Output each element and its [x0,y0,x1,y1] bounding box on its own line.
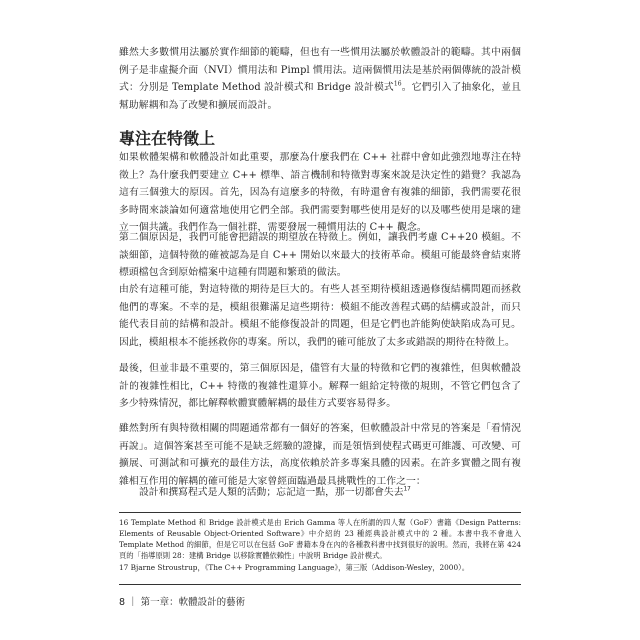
footnote-17: 17 Bjarne Stroustrup，《The C++ Programming Language》，第三版（Addison-Wesley，2000）。 [119,563,470,572]
intro-paragraph [119,44,521,114]
footer-divider [119,584,521,585]
footnote-divider [119,512,521,513]
footnote-16: 16 Template Method 和 Bridge 設計模式是由 Erich Gamma 等人在所謂的四人幫（GoF）書籍《Design Patterns: Elements of Reusable Object-Oriented Software》中介紹的 23 種經典設計模式中的 2 種。本書中我不會進入 Template Method 的細節，但是它可以在包括 GoF 書籍本身在內的各種教科書中找到很好的說明。然而，我將在第 424 頁的「指導原則 28：建構 Bridge 以移除實體依賴性」中說明 Bridge 設計模式。 [119,518,521,560]
body-paragraph-3: 由於有這種可能，對這特徵的期待是巨大的。有些人甚至期待模組透過修復結構問題而拯救他們的專案。不幸的是，模組很難滿足這些期待：模組不能改善程式碼的結構或設計，而只能代表目前的結構和設計。模組不能修復設計的問題，但是它們也許能夠使缺陷成為可見。因此，模組根本不能拯救你的專案。所以，我們的確可能放了太多或錯誤的期待在特徵上。 [119,284,521,348]
body-paragraph-5: 雖然對所有與特徵相關的問題通常都有一個好的答案，但軟體設計中常見的答案是「看情況再說」。這個答案甚至可能不是缺乏經驗的證據，而是領悟到使程式碼更可維護、可改變、可擴展、可測試和可擴充的最佳方法，高度依賴於許多專案具體的因素。在許多實體之間有複雜相互作用的解耦的確可能是大家曾經面臨過最具挑戰性的工作之一： [119,423,521,487]
section-heading: 專注在特徵上 [119,129,216,148]
footnote-ref-17: 17 [403,485,411,493]
body-paragraph-4: 最後，但並非最不重要的，第三個原因是，儘管有大量的特徵和它們的複雜性，但與軟體設計的複雜性相比，C++ 特徵的複雜性還算小。解釋一組給定特徵的規則，不管它們包含了多少特殊情況，都比解釋軟體實體解耦的最佳方式要容易得多。 [119,363,521,410]
footnote-ref-16: 16 [393,80,402,88]
intro-text-end: 。它們引入了抽象化，並且幫助解耦和為了改變和擴展而設計。 [119,82,521,111]
body-paragraph-2: 第二個原因是，我們可能會把錯誤的期望放在特徵上。例如，讓我們考慮 C++20 模組。不談細節，這個特徵的確被認為是自 C++ 開始以來最大的技術革命。模組可能最終會結束將標頭檔包含到原始檔案中這種有問題和繁瑣的做法。 [119,232,521,279]
quote-text: 設計和撰寫程式是人類的活動；忘記這一點，那一切都會失去 [139,487,404,498]
page-footer: 8 ｜ 第一章：軟體設計的藝術 [119,597,246,608]
body-paragraph-1: 如果軟體架構和軟體設計如此重要，那麼為什麼我們在 C++ 社群中會如此強烈地專注在特徵上？為什麼我們要建立 C++ 標準、語言機制和特徵對專案來說是決定性的錯覺？我認為這有三個強大的原因。首先，因為有這麼多的特徵，有時還會有複雜的細節，我們需要花很多時間來談論如何適當地使用它們全部。我們需要對哪些使用是好的以及哪些使用是壞的建立一個共識。我們作為一個社群，需要發展一種慣用法的 C++ 觀念。 [119,152,521,234]
intro-text: 雖然大多數慣用法屬於實作細節的範疇，但也有一些慣用法屬於軟體設計的範疇。其中兩個例子是非虛擬介面（NVI）慣用法和 Pimpl 慣用法。這兩個慣用法是基於兩個傳統的設計模式：分別是 Template Method 設計模式和 Bridge 設計模式 [119,47,521,94]
quote-line [139,484,411,498]
